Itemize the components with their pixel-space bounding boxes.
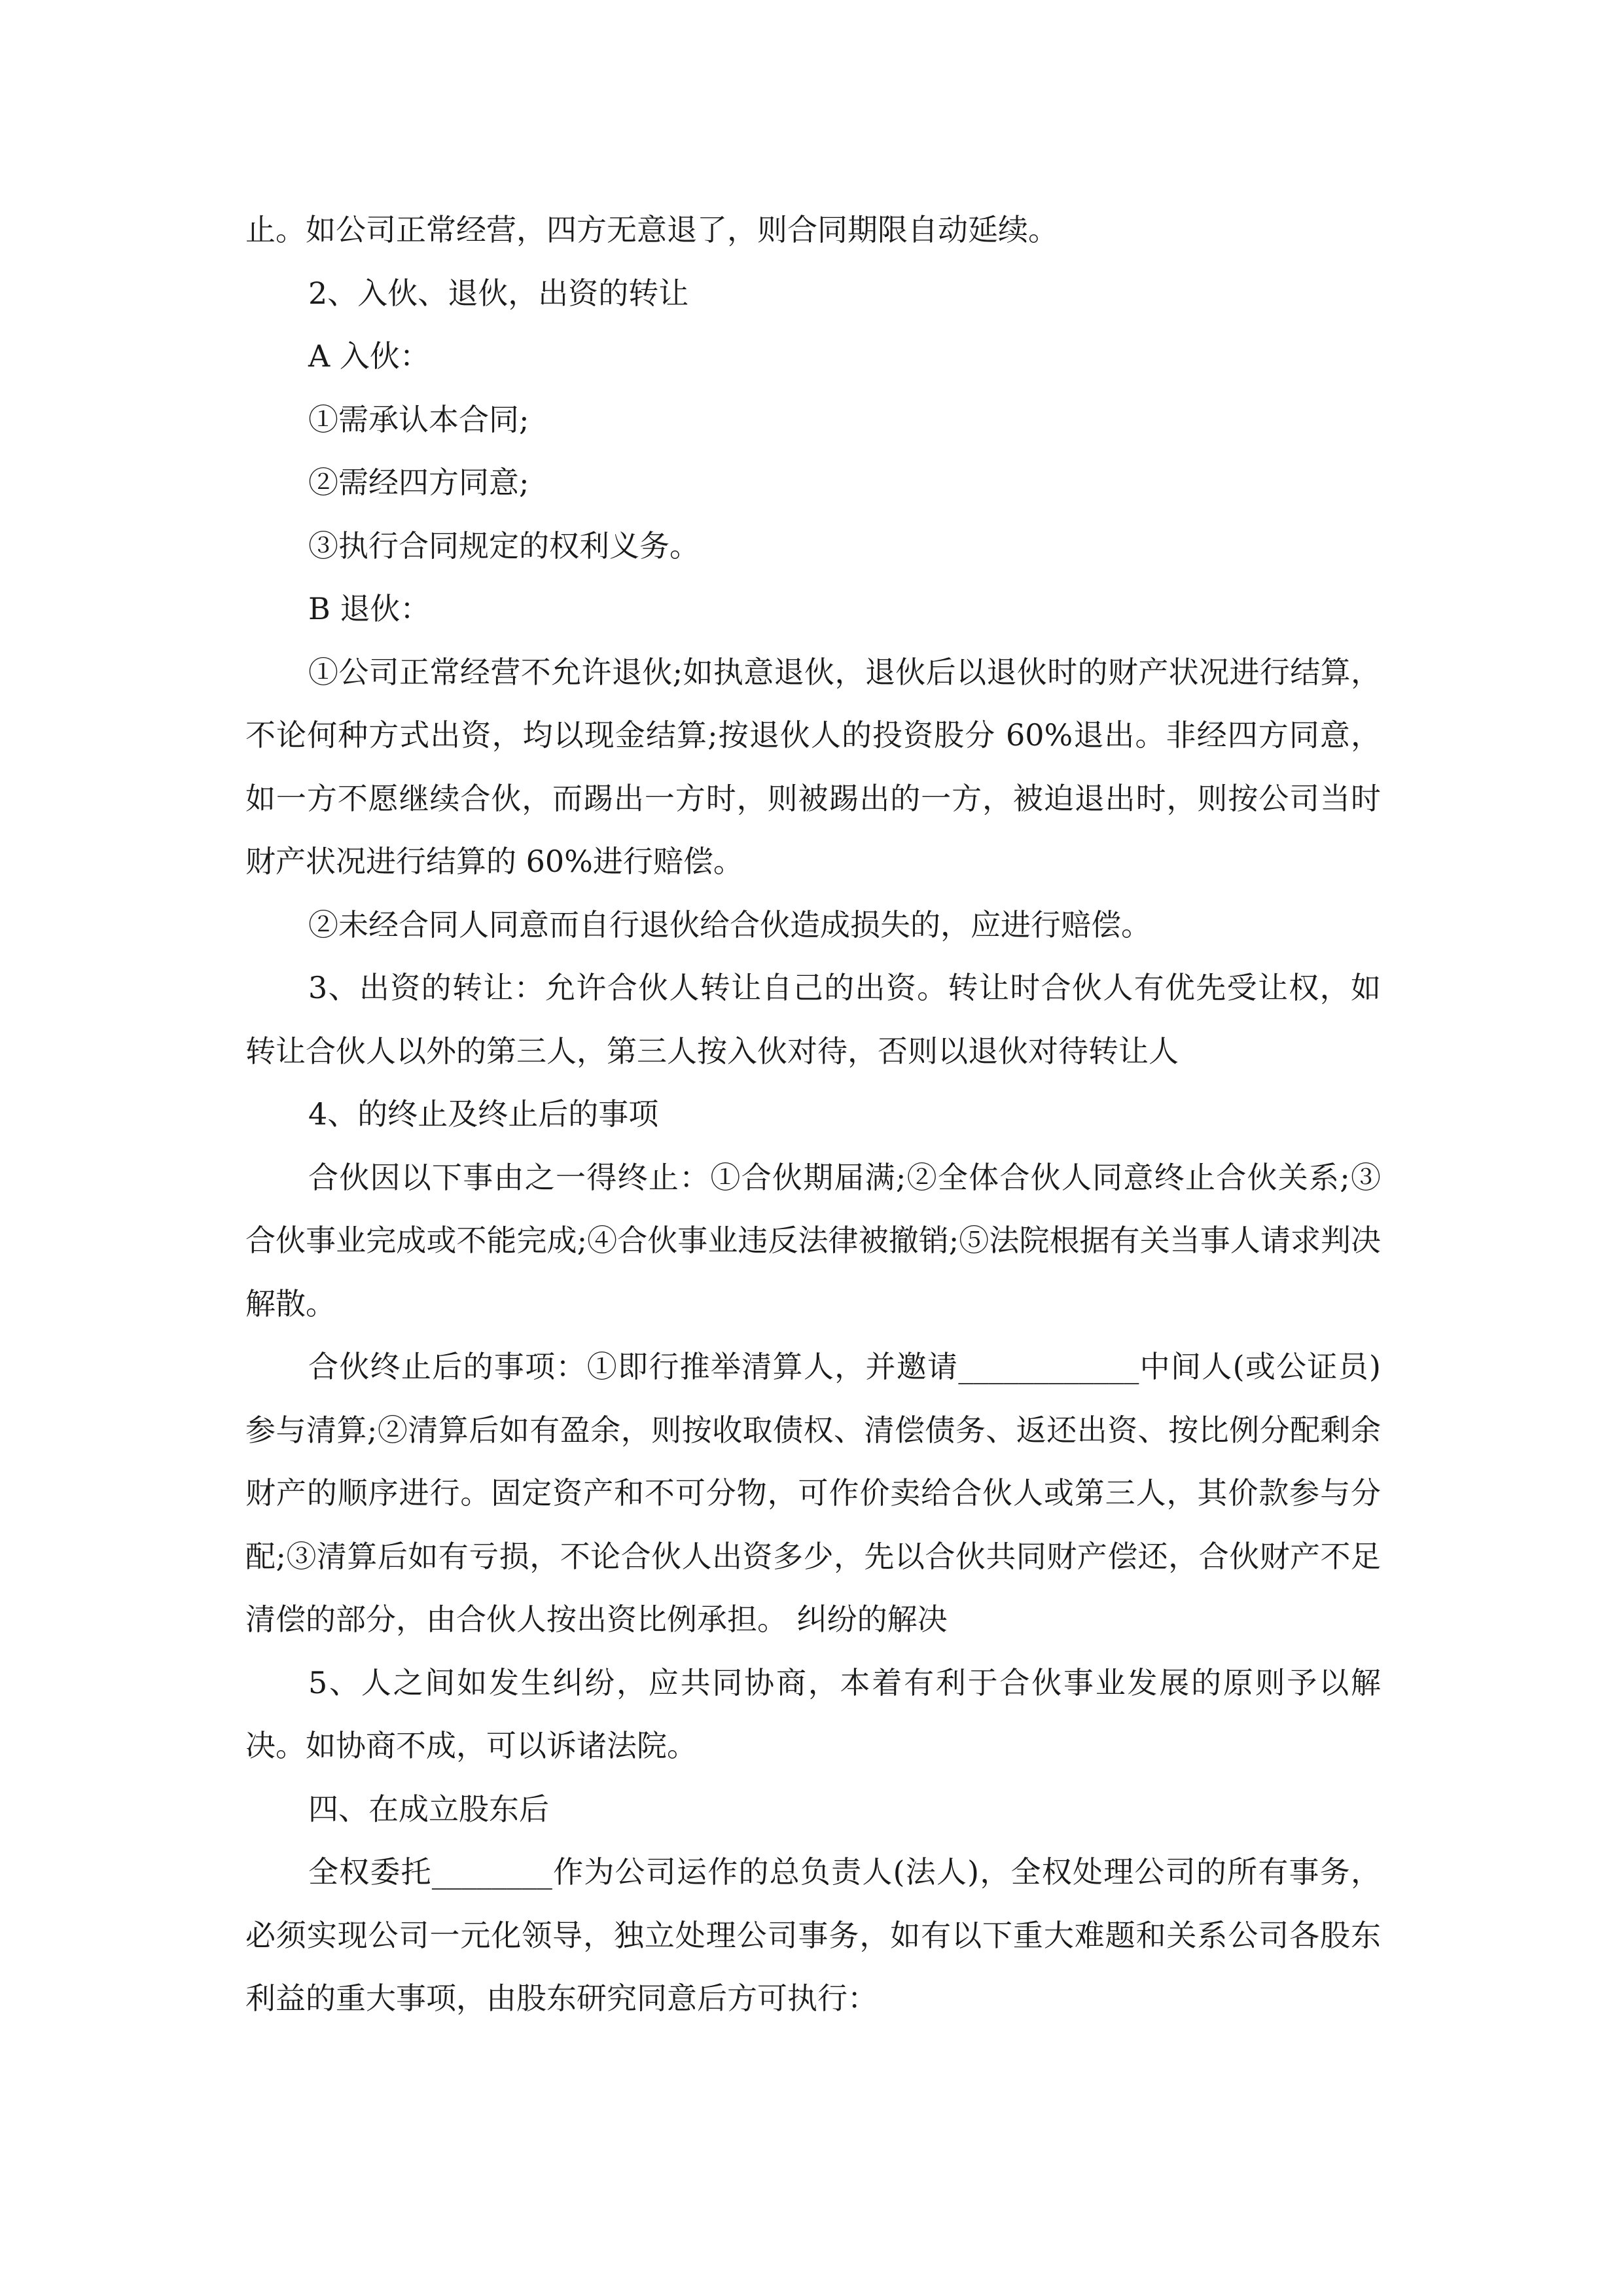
join-item-3: ③执行合同规定的权利义务。 — [308, 528, 700, 564]
paragraph-full-authorization: 全权委托________作为公司运作的总负责人(法人)，全权处理公司的所有事务，必须实现公司一元化领导，独立处理公司事务，如有以下重大难题和关系公司各股东利益的重大事项，由股东研究同意后方可执行： — [245, 1854, 1381, 2016]
subheading-withdraw: B 退伙： — [308, 591, 431, 626]
paragraph-capital-transfer: 3、出资的转让：允许合伙人转让自己的出资。转让时合伙人有优先受让权，如转让合伙人以外的第三人，第三人按入伙对待，否则以退伙对待转让人 — [245, 970, 1381, 1069]
join-item-2: ②需经四方同意; — [308, 465, 529, 500]
paragraph-termination-causes: 合伙因以下事由之一得终止：①合伙期届满;②全体合伙人同意终止合伙关系;③合伙事业完成或不能完成;④合伙事业违反法律被撤销;⑤法院根据有关当事人请求判决解散。 — [245, 1159, 1381, 1321]
paragraph-contract-extension: 止。如公司正常经营，四方无意退了，则合同期限自动延续。 — [245, 212, 1058, 247]
withdraw-item-2: ②未经合同人同意而自行退伙给合伙造成损失的，应进行赔偿。 — [308, 906, 1151, 942]
paragraph-post-termination: 合伙终止后的事项：①即行推举清算人，并邀请____________中间人(或公证员)参与清算;②清算后如有盈余，则按收取债权、清偿债务、返还出资、按比例分配剩余财产的顺序进行。固定资产和不可分物，可作价卖给合伙人或第三人，其价款参与分配;③清算后如有亏损，不论合伙人出资多少，先以合伙共同财产偿还，合伙财产不足清偿的部分，由合伙人按出资比例承担。 纠纷的解决 — [245, 1349, 1381, 1637]
heading-section-four: 四、在成立股东后 — [308, 1791, 549, 1827]
withdraw-item-1: ①公司正常经营不允许退伙;如执意退伙，退伙后以退伙时的财产状况进行结算，不论何种方式出资，均以现金结算;按退伙人的投资股分 60%退出。非经四方同意，如一方不愿继续合伙，而踢出一方时，则被踢出的一方，被迫退出时，则按公司当时财产状况进行结算的 60%进行赔偿。 — [245, 654, 1381, 879]
join-item-1: ①需承认本合同; — [308, 401, 529, 437]
paragraph-dispute-resolution: 5、人之间如发生纠纷，应共同协商，本着有利于合伙事业发展的原则予以解决。如协商不成，可以诉诸法院。 — [245, 1664, 1381, 1763]
heading-termination: 4、的终止及终止后的事项 — [308, 1096, 659, 1132]
heading-join-withdraw-transfer: 2、入伙、退伙，出资的转让 — [308, 275, 689, 311]
subheading-join: A 入伙： — [308, 338, 430, 374]
document-body — [245, 198, 1381, 2030]
